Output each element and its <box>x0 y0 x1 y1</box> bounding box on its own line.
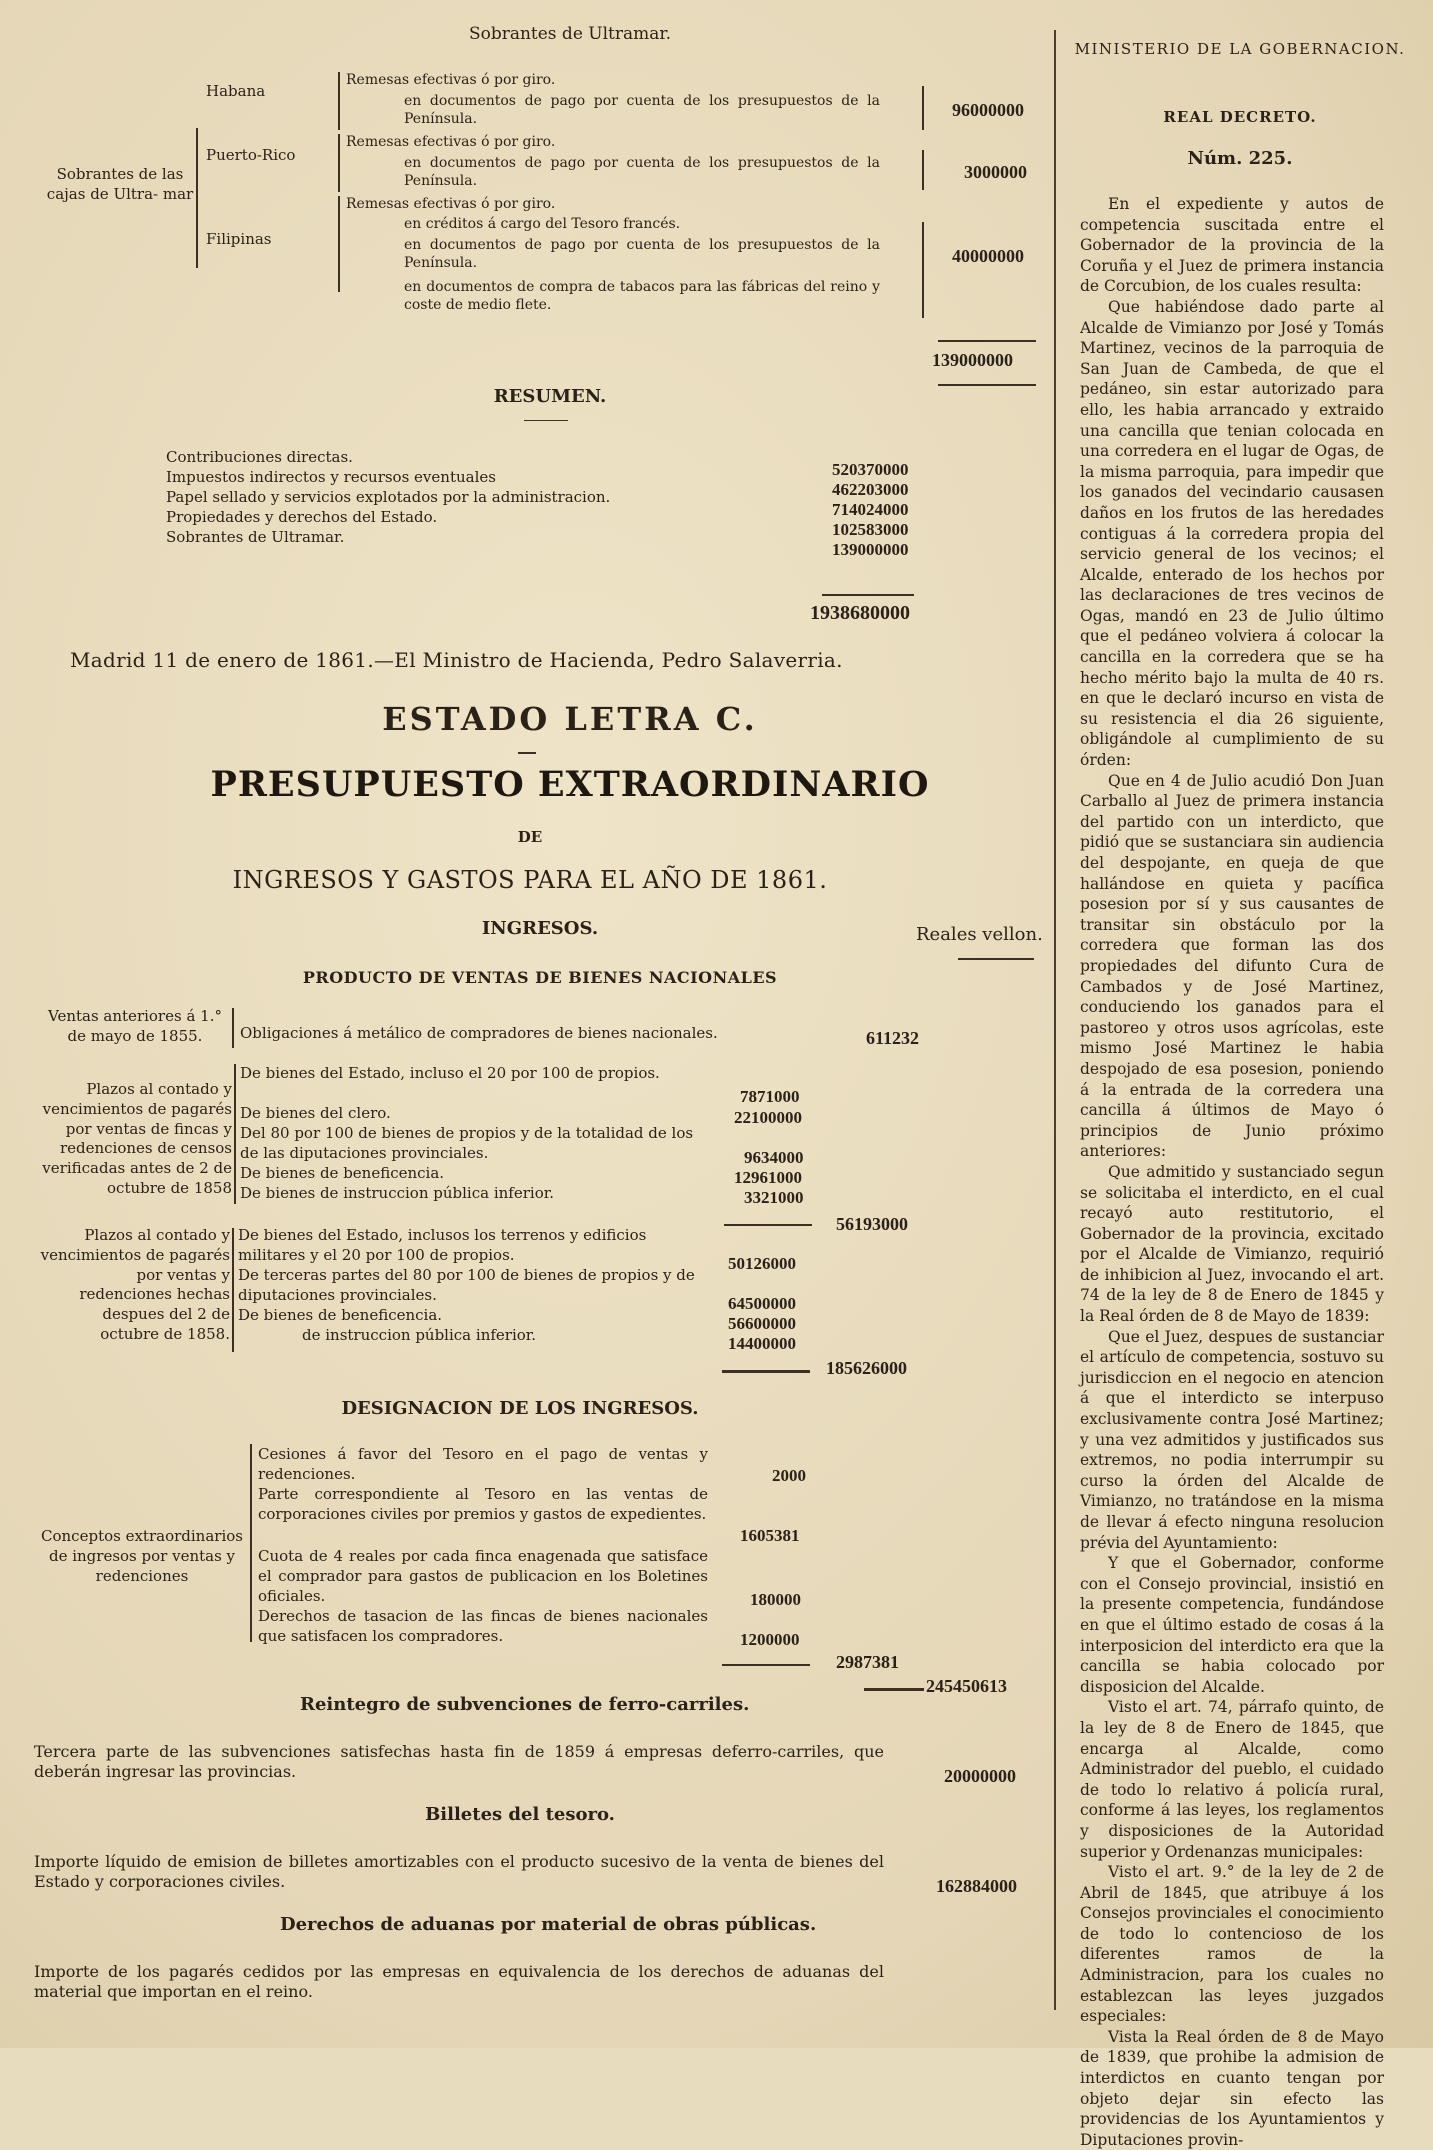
sidebar-paragraph: Vista la Real órden de 8 de Mayo de 1839, que prohibe la admision de interdictos en cuanto tengan por objeto dejar sin efecto las providencias de los Ayuntamientos y Diputaciones provin- <box>1080 2027 1384 2149</box>
billetes-title: Billetes del tesoro. <box>425 1804 615 1825</box>
designacion-value-2: 1605381 <box>740 1526 800 1545</box>
designacion-item-4: Derechos de tasacion de las fincas de bienes nacionales que satisfacen los compradores. <box>258 1607 708 1645</box>
ingresos-heading: INGRESOS. <box>481 918 599 939</box>
top-total-rule <box>938 340 1036 342</box>
filipinas-amount: 40000000 <box>952 246 1024 266</box>
top-total-rule-2 <box>938 384 1036 386</box>
plazos2-value-3: 56600000 <box>728 1314 796 1333</box>
resumen-total-rule <box>822 594 914 596</box>
ventas-anteriores-item: Obligaciones á metálico de compradores de bienes nacionales. <box>240 1024 718 1042</box>
amount-brace-3 <box>922 222 924 318</box>
designacion-label: Conceptos extraordinarios de ingresos por ventas y redenciones <box>41 1527 243 1585</box>
sidebar-paragraph: Que en 4 de Julio acudió Don Juan Carballo al Juez de primera instancia del partido con un interdicto, que pidió que se sustanciara sin audiencia del despojante, en queja de que hallándose en quieta y pacífica posesion por sí y sus causantes de transitar sin obstáculo por la corredera que forman las dos propiedades del difunto Cura de Cambados y de José Martinez, conduciendo los ganados para el pastoreo y otros usos agrícolas, este mismo José Martinez le habia despojado de esa posesion, poniendo á la entrada de la corredera una cancilla á últimos de Mayo ó principios de Junio próximo anteriores: <box>1080 771 1384 1161</box>
reales-vellon: Reales vellon. <box>916 924 1043 945</box>
resumen-value-3: 714024000 <box>832 500 909 519</box>
plazos2-value-1: 50126000 <box>728 1254 796 1273</box>
designacion-grand-total: 245450613 <box>926 1676 1007 1696</box>
resumen-value-4: 102583000 <box>832 520 909 539</box>
plazos2-brace <box>232 1228 234 1352</box>
estado-rule <box>518 752 536 754</box>
decree-number: Núm. 225. <box>1187 148 1293 169</box>
designacion-item-1: Cesiones á favor del Tesoro en el pago de ventas y redenciones. <box>258 1445 708 1483</box>
plazos2-rule <box>722 1370 810 1373</box>
plazos1-value-4: 12961000 <box>734 1168 802 1187</box>
plazos1-item-4: De bienes de beneficencia. <box>240 1164 445 1182</box>
designacion-title: DESIGNACION DE LOS INGRESOS. <box>341 1398 699 1419</box>
plazos1-rule <box>724 1224 812 1226</box>
sidebar-body <box>1080 194 1384 2150</box>
resumen-label-1: Contribuciones directas. <box>166 448 353 466</box>
resumen-value-1: 520370000 <box>832 460 909 479</box>
estado-title: ESTADO LETRA C. <box>382 700 758 738</box>
amount-brace-1 <box>922 86 924 130</box>
plazos1-value-2: 22100000 <box>734 1108 802 1127</box>
sidebar-paragraph: Y que el Gobernador, conforme con el Consejo provincial, insistió en la presente competencia, fundándose en que el último estado de cosas á la interposicion del interdicto era que la cancilla se habia colocado por disposicion del Alcalde. <box>1080 1554 1384 1696</box>
plazos1-total: 56193000 <box>836 1214 908 1234</box>
designacion-grand-rule <box>864 1688 924 1691</box>
sidebar-paragraph: Que el Juez, despues de sustanciar el artículo de competencia, sostuvo su jurisdiccion en el negocio en atencion á que el interdicto se interpuso exclusivamente contra José Martinez; y una vez admitidos y justificados sus extremos, no podia interrumpir su curso la órden del Alcalde de Vimianzo, no tratándose en la misma de llevar á efecto ninguna resolucion prévia del Ayuntamiento: <box>1080 1327 1384 1552</box>
designacion-value-4: 1200000 <box>740 1630 800 1649</box>
puertorico-brace-line <box>338 134 340 192</box>
amount-brace-2 <box>922 150 924 190</box>
resumen-total: 1938680000 <box>810 602 910 624</box>
group-brace-line <box>196 128 198 268</box>
filipinas-line2: en créditos á cargo del Tesoro francés. <box>404 216 681 232</box>
plazos1-item-3: Del 80 por 100 de bienes de propios y de la totalidad de los de las diputaciones provinciales. <box>240 1124 694 1162</box>
habana-amount: 96000000 <box>952 100 1024 120</box>
ventas-anteriores-brace <box>232 1008 234 1048</box>
ventas-anteriores-amount: 611232 <box>866 1028 920 1048</box>
plazos1-value-1: 7871000 <box>740 1087 800 1106</box>
sidebar-paragraph: Que habiéndose dado parte al Alcalde de Vimianzo por José y Tomás Martinez, vecinos de la parroquia de San Juan de Cambeda, de que el pedáneo, sin estar autorizado para ello, les habia arrancado y extraido una cancilla que tenian colocada en una corredera en el lugar de Ogas, de la misma parroquia, para impedir que los ganados del vecindario causasen daños en los frutos de las heredades contiguas á la corredera propia del servicio general de los vecinos; el Alcalde, enterado de los hechos por las declaraciones de tres vecinos de Ogas, mandó en 23 de Julio último que el pedáneo volviera á colocar la cancilla en la corredera que se ha hecho mérito bajo la multa de 40 rs. en que le declaró incurso en vista de su resistencia el dia 26 siguiente, obligándole al cumplimiento de su órden: <box>1080 297 1384 770</box>
plazos1-value-3: 9634000 <box>744 1148 804 1167</box>
top-total: 139000000 <box>932 350 1013 370</box>
filipinas-line3: en documentos de pago por cuenta de los presupuestos de la Península. <box>404 237 880 271</box>
plazos2-value-2: 64500000 <box>728 1294 796 1313</box>
sidebar-paragraph: Visto el art. 9.° de la ley de 2 de Abril de 1845, que atribuye á los Consejos provinciales el conocimiento de todo lo contencioso de los diferentes ramos de la Administracion, para los cuales no establezcan las leyes juzgados especiales: <box>1080 1863 1384 2026</box>
reintegro-amount: 20000000 <box>944 1766 1016 1786</box>
plazos2-item-2: De terceras partes del 80 por 100 de bienes de propios y de diputaciones provinciales. <box>238 1266 695 1304</box>
plazos2-value-4: 14400000 <box>728 1334 796 1353</box>
column-divider <box>1054 30 1056 2010</box>
habana-brace-line <box>338 72 340 130</box>
estado-line: INGRESOS Y GASTOS PARA EL AÑO DE 1861. <box>232 866 828 894</box>
aduanas-text: Importe de los pagarés cedidos por las empresas en equivalencia de los derechos de aduanas del material que importan en el reino. <box>34 1962 884 2001</box>
designacion-value-3: 180000 <box>750 1590 801 1609</box>
sidebar-paragraph: En el expediente y autos de competencia suscitada entre el Gobernador de la provincia de la Coruña y el Juez de primera instancia de Corcubion, de los cuales resulta: <box>1080 195 1384 296</box>
estado-subtitle: PRESUPUESTO EXTRAORDINARIO <box>210 764 930 805</box>
habana-line2: en documentos de pago por cuenta de los presupuestos de la Península. <box>404 93 880 127</box>
habana-line1: Remesas efectivas ó por giro. <box>346 72 556 88</box>
puertorico-line1: Remesas efectivas ó por giro. <box>346 134 556 150</box>
plazos2-item-1: De bienes del Estado, inclusos los terrenos y edificios militares y el 20 por 100 de propios. <box>238 1226 647 1264</box>
habana-label: Habana <box>206 82 266 100</box>
filipinas-brace-line <box>338 196 340 292</box>
sidebar-paragraph: Visto el art. 74, párrafo quinto, de la ley de 8 de Enero de 1845, que encarga al Alcalde, como Administrador del pueblo, el cuidado de todo lo relativo á policía rural, conforme á las leyes, los reglamentos y disposiciones de la Autoridad superior y Ordenanzas municipales: <box>1080 1698 1384 1861</box>
resumen-label-4: Propiedades y derechos del Estado. <box>166 508 438 526</box>
designacion-brace <box>250 1444 252 1642</box>
ministry-heading: MINISTERIO DE LA GOBERNACION. <box>1074 40 1406 58</box>
filipinas-label: Filipinas <box>206 230 272 248</box>
designacion-item-3: Cuota de 4 reales por cada finca enagenada que satisface el comprador para gastos de publicacion en los Boletines oficiales. <box>258 1547 708 1605</box>
reales-rule <box>958 958 1034 960</box>
ventas-anteriores-label: Ventas anteriores á 1.° de mayo de 1855. <box>48 1007 222 1045</box>
designacion-subtotal: 2987381 <box>836 1652 899 1672</box>
resumen-title: RESUMEN. <box>493 386 607 407</box>
estado-de: DE <box>517 828 543 846</box>
plazos1-brace <box>234 1064 236 1204</box>
signature-line: Madrid 11 de enero de 1861.—El Ministro de Hacienda, Pedro Salaverria. <box>70 648 843 672</box>
plazos2-item-4: de instruccion pública inferior. <box>302 1326 537 1344</box>
sobrantes-heading: Sobrantes de Ultramar. <box>468 24 672 44</box>
plazos1-value-5: 3321000 <box>744 1188 804 1207</box>
puertorico-label: Puerto-Rico <box>206 146 296 164</box>
sobrantes-group-label: Sobrantes de las cajas de Ultra- mar <box>46 165 194 203</box>
plazos2-total: 185626000 <box>826 1358 907 1378</box>
resumen-rule <box>524 420 568 421</box>
plazos1-label: Plazos al contado y vencimientos de pagarés por ventas de fincas y redenciones de censos verificadas antes de 2 de octubre de 1858 <box>42 1080 232 1197</box>
sidebar-paragraph: Que admitido y sustanciado segun se solicitaba el interdicto, en el cual recayó auto restitutorio, el Gobernador de la provincia, excitado por el Alcalde de Vimianzo, requirió de inhibicion al Juez, invocando el art. 74 de la ley de 8 de Enero de 1845 y la Real órden de 8 de Mayo de 1839: <box>1080 1162 1384 1326</box>
filipinas-line1: Remesas efectivas ó por giro. <box>346 196 556 212</box>
decree-heading: REAL DECRETO. <box>1163 108 1317 126</box>
resumen-label-3: Papel sellado y servicios explotados por la administracion. <box>166 488 611 506</box>
puertorico-line2: en documentos de pago por cuenta de los presupuestos de la Península. <box>404 155 880 189</box>
designacion-item-2: Parte correspondiente al Tesoro en las ventas de corporaciones civiles por premios y gastos de expedientes. <box>258 1485 708 1523</box>
reintegro-title: Reintegro de subvenciones de ferro-carriles. <box>300 1694 750 1715</box>
plazos1-item-1: De bienes del Estado, incluso el 20 por 100 de propios. <box>240 1064 660 1082</box>
filipinas-line4: en documentos de compra de tabacos para las fábricas del reino y coste de medio flete. <box>404 279 880 313</box>
puertorico-amount: 3000000 <box>964 162 1027 182</box>
designacion-rule <box>722 1664 810 1666</box>
plazos2-label: Plazos al contado y vencimientos de pagarés por ventas y redenciones hechas despues del 2 de octubre de 1858. <box>40 1226 230 1343</box>
resumen-value-2: 462203000 <box>832 480 909 499</box>
billetes-amount: 162884000 <box>936 1876 1017 1896</box>
billetes-text: Importe líquido de emision de billetes amortizables con el producto sucesivo de la venta de bienes del Estado y corporaciones civiles. <box>34 1852 884 1891</box>
designacion-value-1: 2000 <box>772 1466 806 1485</box>
plazos1-item-5: De bienes de instruccion pública inferior. <box>240 1184 555 1202</box>
plazos1-item-2: De bienes del clero. <box>240 1104 391 1122</box>
resumen-label-2: Impuestos indirectos y recursos eventuales <box>166 468 496 486</box>
plazos2-item-3: De bienes de beneficencia. <box>238 1306 443 1324</box>
aduanas-title: Derechos de aduanas por material de obras públicas. <box>280 1914 817 1935</box>
resumen-value-5: 139000000 <box>832 540 909 559</box>
resumen-label-5: Sobrantes de Ultramar. <box>166 528 345 546</box>
producto-heading: PRODUCTO DE VENTAS DE BIENES NACIONALES <box>302 968 778 987</box>
reintegro-text: Tercera parte de las subvenciones satisfechas hasta fin de 1859 á empresas deferro-carriles, que deberán ingresar las provincias. <box>34 1742 884 1781</box>
